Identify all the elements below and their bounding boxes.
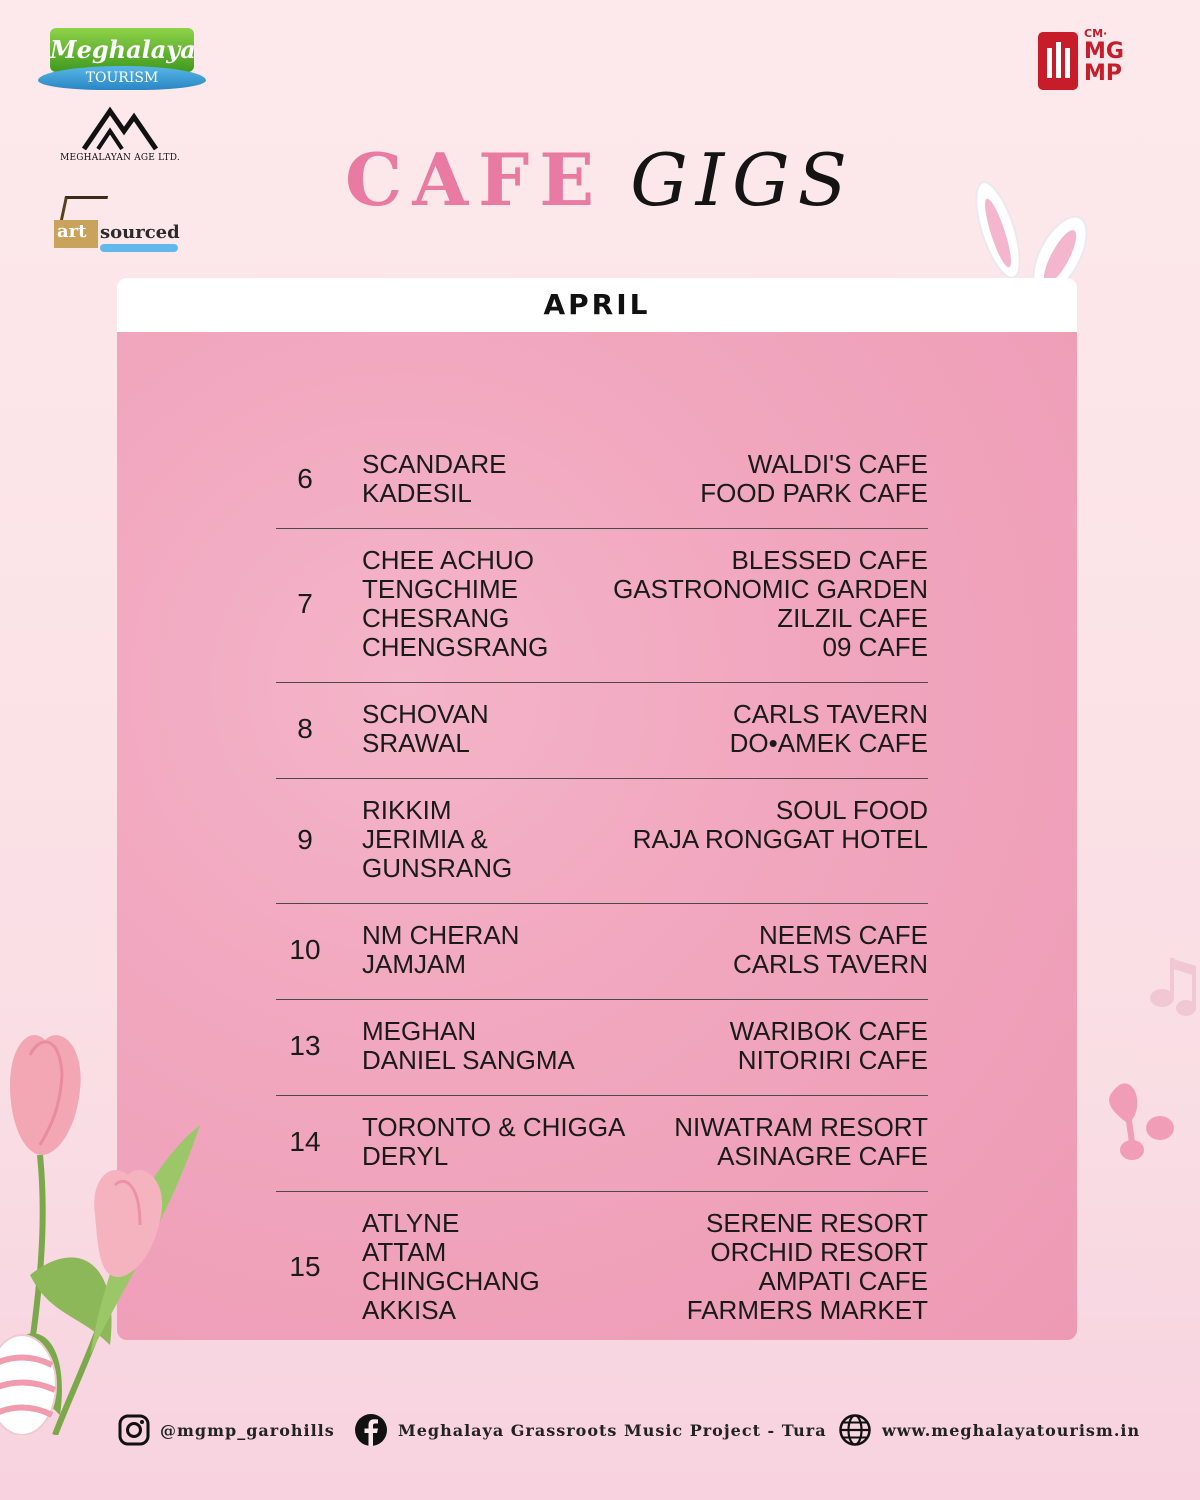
gig-artists xyxy=(362,1017,575,1075)
month-header: APRIL xyxy=(117,278,1077,332)
gig-row xyxy=(276,686,928,779)
venue-name: ZILZIL CAFE xyxy=(777,603,928,633)
schedule-panel xyxy=(117,278,1077,1340)
gig-day: 8 xyxy=(297,713,313,744)
artist-name: NM CHERAN xyxy=(362,920,520,950)
footer-facebook[interactable] xyxy=(354,1410,827,1450)
artist-name: CHINGCHANG xyxy=(362,1266,540,1296)
artist-name: CHENGSRANG xyxy=(362,632,549,662)
venue-name: NITORIRI CAFE xyxy=(737,1045,928,1075)
bunny-ears-icon xyxy=(968,175,1108,295)
artist-name: SCANDARE xyxy=(362,449,507,479)
artist-name: DERYL xyxy=(362,1141,449,1171)
gig-venues xyxy=(700,450,928,508)
artist-name: SCHOVAN xyxy=(362,699,489,729)
venue-name: CARLS TAVERN xyxy=(732,699,928,729)
artist-name: SRAWAL xyxy=(362,728,470,758)
artist-name: MEGHAN xyxy=(362,1016,477,1046)
meghalaya-tourism-logo xyxy=(38,28,206,90)
artist-name: TENGCHIME xyxy=(362,574,518,604)
website-url: www.meghalayatourism.in xyxy=(882,1420,1141,1440)
footer-website[interactable] xyxy=(838,1410,1140,1450)
gig-venues xyxy=(733,921,928,979)
artist-name: DANIEL SANGMA xyxy=(362,1045,575,1075)
footer xyxy=(0,1410,1200,1460)
instagram-handle: @mgmp_garohills xyxy=(160,1420,335,1440)
gig-row xyxy=(276,436,928,529)
gig-venues xyxy=(633,796,928,854)
gig-artists xyxy=(362,796,512,883)
venue-name: SERENE RESORT xyxy=(705,1208,928,1238)
gig-row xyxy=(276,907,928,1000)
venue-name: NIWATRAM RESORT xyxy=(674,1112,928,1142)
instagram-icon xyxy=(118,1414,150,1446)
gig-artists xyxy=(362,921,519,979)
mgmp-logo xyxy=(1038,28,1138,98)
gig-venues xyxy=(613,546,928,662)
gig-artists xyxy=(362,1113,625,1171)
tulips-illustration xyxy=(0,1015,230,1435)
mgmp-line2: MP xyxy=(1084,61,1123,86)
gig-day: 13 xyxy=(289,1030,321,1061)
title-cafe: CAFE xyxy=(345,137,605,222)
tourism-logo-word: Meghalaya xyxy=(50,28,194,72)
globe-icon xyxy=(838,1413,872,1447)
venue-name: GASTRONOMIC GARDEN xyxy=(613,574,928,604)
artist-name: CHESRANG xyxy=(362,603,510,633)
mgmp-badge-icon xyxy=(1038,32,1078,90)
venue-name: WALDI'S CAFE xyxy=(747,449,928,479)
artist-name: CHEE ACHUO xyxy=(362,545,534,575)
art-logo-word: art xyxy=(57,221,87,242)
gig-day: 15 xyxy=(289,1251,321,1282)
venue-name: ASINAGRE CAFE xyxy=(717,1141,928,1171)
gig-day: 14 xyxy=(289,1126,321,1157)
artist-name: AKKISA xyxy=(362,1295,456,1325)
title-gigs: GIGS xyxy=(630,138,855,222)
gig-artists xyxy=(362,700,489,758)
footer-instagram[interactable] xyxy=(118,1410,335,1450)
gig-row xyxy=(276,532,928,683)
venue-name: DO•AMEK CAFE xyxy=(729,728,928,758)
gig-day: 9 xyxy=(297,823,313,855)
artist-name: RIKKIM xyxy=(362,795,452,825)
gig-artists xyxy=(362,1209,540,1325)
venue-name: FOOD PARK CAFE xyxy=(700,478,928,508)
gig-day: 6 xyxy=(297,463,313,494)
wave-icon xyxy=(100,244,178,252)
artist-name: TORONTO & CHIGGA xyxy=(362,1112,626,1142)
gig-artists xyxy=(362,450,506,508)
sourced-logo-word: sourced xyxy=(100,222,180,243)
venue-name: WARIBOK CAFE xyxy=(729,1016,928,1046)
gig-venues xyxy=(730,1017,928,1075)
venue-name: FARMERS MARKET xyxy=(686,1295,928,1325)
gig-artists xyxy=(362,546,548,662)
venue-name: NEEMS CAFE xyxy=(758,920,928,950)
venue-name: RAJA RONGGAT HOTEL xyxy=(632,824,928,854)
gig-row xyxy=(276,1099,928,1192)
venue-name: 09 CAFE xyxy=(822,632,928,662)
artist-name: JAMJAM xyxy=(362,949,466,979)
gig-day: 10 xyxy=(289,934,321,965)
mgmp-line1: MG xyxy=(1084,39,1124,64)
music-notes-icon xyxy=(1100,950,1200,1170)
art-logo-box xyxy=(54,220,98,248)
venue-name: AMPATI CAFE xyxy=(758,1266,928,1296)
artist-name: ATLYNE xyxy=(362,1208,460,1238)
artist-name: JERIMIA & xyxy=(362,824,488,854)
gig-day: 7 xyxy=(297,588,313,619)
gig-venues xyxy=(730,700,928,758)
gig-venues xyxy=(674,1113,928,1171)
venue-name: BLESSED CAFE xyxy=(731,545,928,575)
gig-venues xyxy=(687,1209,928,1325)
venue-name: ORCHID RESORT xyxy=(710,1237,928,1267)
facebook-page: Meghalaya Grassroots Music Project - Tura xyxy=(398,1420,827,1440)
age-logo-text: MEGHALAYAN AGE LTD. xyxy=(60,153,180,163)
facebook-icon xyxy=(354,1413,388,1447)
gig-row xyxy=(276,1003,928,1096)
venue-name: SOUL FOOD xyxy=(775,795,928,825)
gig-list xyxy=(117,332,1077,1340)
venue-name: CARLS TAVERN xyxy=(732,949,928,979)
artist-name: KADESIL xyxy=(362,478,472,508)
artist-name: GUNSRANG xyxy=(362,853,513,883)
gig-row xyxy=(276,1195,928,1340)
tourism-logo-tag: TOURISM xyxy=(38,66,206,90)
artist-name: ATTAM xyxy=(362,1237,447,1267)
mgmp-cm: CM· xyxy=(1084,27,1108,40)
gig-row xyxy=(276,782,928,904)
